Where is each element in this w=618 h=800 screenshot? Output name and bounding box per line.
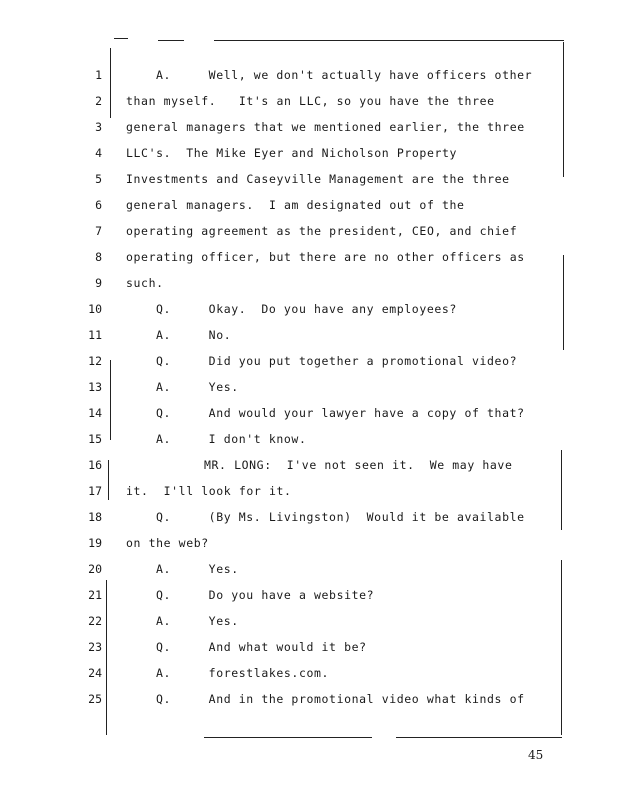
top-rule-mid: [158, 40, 184, 41]
line-text: operating agreement as the president, CEO, and chief: [126, 224, 518, 238]
line-number: 12: [88, 354, 102, 368]
line-text: Q. Do you have a website?: [156, 588, 375, 602]
line-text: Q. And in the promotional video what kinds of: [156, 692, 525, 706]
line-number: 19: [88, 536, 102, 550]
line-number: 20: [88, 562, 102, 576]
line-number: 21: [88, 588, 102, 602]
line-text: operating officer, but there are no other officers as: [126, 250, 525, 264]
line-number: 15: [88, 432, 102, 446]
transcript-line: [0, 142, 618, 168]
line-text: than myself. It's an LLC, so you have the three: [126, 94, 495, 108]
line-text: Investments and Caseyville Management are the three: [126, 172, 510, 186]
line-number: 2: [95, 94, 102, 108]
transcript-line: [0, 506, 618, 532]
transcript-line: [0, 272, 618, 298]
line-text: Q. (By Ms. Livingston) Would it be available: [156, 510, 525, 524]
transcript-line: [0, 376, 618, 402]
line-text: A. I don't know.: [156, 432, 307, 446]
line-number: 13: [88, 380, 102, 394]
transcript-line: [0, 662, 618, 688]
line-number: 5: [95, 172, 102, 186]
line-number: 11: [88, 328, 102, 342]
bottom-rule-right: [396, 737, 562, 738]
transcript-line: [0, 558, 618, 584]
line-text: Q. Okay. Do you have any employees?: [156, 302, 457, 316]
line-number: 25: [88, 692, 102, 706]
line-text: A. Well, we don't actually have officers other: [156, 68, 533, 82]
line-number: 14: [88, 406, 102, 420]
transcript-line: [0, 298, 618, 324]
top-rule-left: [114, 38, 128, 39]
transcript-line: [0, 454, 618, 480]
transcript-line: [0, 90, 618, 116]
transcript-line: [0, 402, 618, 428]
transcript-line: [0, 480, 618, 506]
page-number: 45: [528, 748, 544, 762]
line-text: A. Yes.: [156, 380, 239, 394]
line-number: 16: [88, 458, 102, 472]
line-number: 4: [95, 146, 102, 160]
line-text: MR. LONG: I've not seen it. We may have: [204, 458, 513, 472]
transcript-line: [0, 610, 618, 636]
line-text: general managers. I am designated out of the: [126, 198, 465, 212]
transcript-line: [0, 168, 618, 194]
line-number: 17: [88, 484, 102, 498]
transcript-line: [0, 584, 618, 610]
line-number: 18: [88, 510, 102, 524]
transcript-line: [0, 636, 618, 662]
transcript-line: [0, 64, 618, 90]
line-number: 9: [95, 276, 102, 290]
line-number: 3: [95, 120, 102, 134]
line-text: LLC's. The Mike Eyer and Nicholson Property: [126, 146, 458, 160]
transcript-line: [0, 220, 618, 246]
line-text: general managers that we mentioned earlier, the three: [126, 120, 525, 134]
line-text: Q. And would your lawyer have a copy of that?: [156, 406, 525, 420]
line-text: Q. And what would it be?: [156, 640, 367, 654]
line-text: on the web?: [126, 536, 209, 550]
line-text: A. Yes.: [156, 614, 239, 628]
bottom-rule-left: [204, 737, 372, 738]
line-number: 10: [88, 302, 102, 316]
line-number: 24: [88, 666, 102, 680]
line-text: A. forestlakes.com.: [156, 666, 330, 680]
transcript-line: [0, 350, 618, 376]
line-text: A. No.: [156, 328, 232, 342]
line-number: 7: [95, 224, 102, 238]
top-rule-right: [214, 40, 564, 41]
transcript-line: [0, 116, 618, 142]
transcript-line: [0, 688, 618, 714]
line-number: 6: [95, 198, 102, 212]
transcript-line: [0, 246, 618, 272]
line-number: 22: [88, 614, 102, 628]
transcript-line: [0, 532, 618, 558]
line-text: such.: [126, 276, 164, 290]
transcript-line: [0, 428, 618, 454]
line-number: 8: [95, 250, 102, 264]
line-text: A. Yes.: [156, 562, 239, 576]
transcript-line: [0, 324, 618, 350]
line-number: 1: [95, 68, 102, 82]
line-text: it. I'll look for it.: [126, 484, 292, 498]
line-text: Q. Did you put together a promotional video?: [156, 354, 518, 368]
transcript-line: [0, 194, 618, 220]
line-number: 23: [88, 640, 102, 654]
